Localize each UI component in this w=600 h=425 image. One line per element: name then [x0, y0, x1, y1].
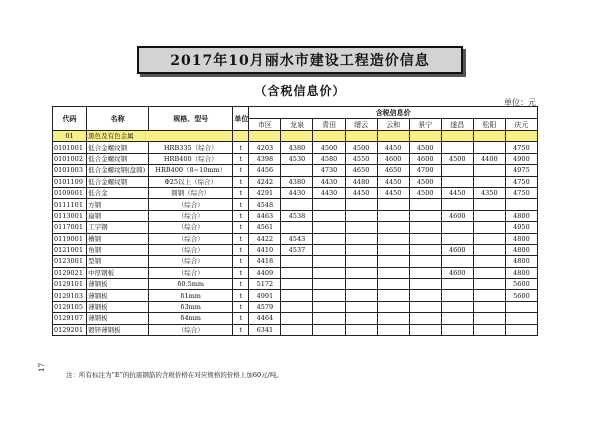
cell-price: [409, 267, 441, 278]
cell-price: [409, 279, 441, 290]
header-region: 庆元: [505, 119, 537, 131]
cell-price: [281, 301, 313, 312]
cell-price: 5600: [505, 290, 537, 301]
table-row: [53, 233, 538, 244]
header-unit: 单位: [233, 107, 249, 131]
cell-price: [473, 324, 505, 335]
cell-price: [313, 222, 345, 233]
cell-price: [473, 256, 505, 267]
cell-spec: （综合）: [149, 199, 233, 210]
subtitle: （含税信息价）: [254, 84, 346, 98]
cell-spec: （综合）: [149, 324, 233, 335]
header-region: 缙云: [345, 119, 377, 131]
cell-code: 0111101: [53, 199, 87, 210]
cell-price: [505, 301, 537, 312]
cell-name: 型钢: [87, 256, 149, 267]
cell-price: 4750: [505, 176, 537, 187]
cell-price: 4398: [249, 153, 281, 164]
cell-price: [345, 324, 377, 335]
cell-name: 低合金螺纹钢: [87, 153, 149, 164]
table-row: [53, 244, 538, 255]
page-title: 2017年10月丽水市建设工程造价信息: [170, 53, 430, 69]
cell-price: 4650: [345, 165, 377, 176]
cell-price: [313, 199, 345, 210]
cell-code: 0113001: [53, 210, 87, 221]
cell-price: [377, 290, 409, 301]
cell-price: [441, 301, 473, 312]
cell-name: 薄钢板: [87, 313, 149, 324]
cell-price: 4800: [505, 210, 537, 221]
cell-price: 4430: [313, 176, 345, 187]
cell-price: [441, 176, 473, 187]
cell-price: [281, 279, 313, 290]
cell-price: [313, 290, 345, 301]
cell-price: [377, 210, 409, 221]
cell-price: [345, 210, 377, 221]
cell-unit: t: [233, 142, 249, 153]
cell-price: 4650: [377, 165, 409, 176]
cell-unit: t: [233, 176, 249, 187]
cell-price: 4600: [441, 267, 473, 278]
header-region: 松阳: [473, 119, 505, 131]
cell-price: [281, 324, 313, 335]
cell-price: [345, 301, 377, 312]
cell-price: 4538: [281, 210, 313, 221]
cell-price: 6341: [249, 324, 281, 335]
cell-price: 4430: [281, 187, 313, 198]
cell-unit: t: [233, 165, 249, 176]
table-row: [53, 313, 538, 324]
cell-price: [473, 279, 505, 290]
cell-price: 4500: [441, 153, 473, 164]
cell-price: [377, 324, 409, 335]
cell-name: 角钢: [87, 244, 149, 255]
cell-price: [409, 256, 441, 267]
cell-spec: δ1mm: [149, 290, 233, 301]
cell-price: [345, 222, 377, 233]
cell-price: [409, 324, 441, 335]
cell-price: 4409: [249, 267, 281, 278]
cell-spec: HRB335（综合）: [149, 142, 233, 153]
cell-price: [377, 313, 409, 324]
cell-price: 4400: [473, 153, 505, 164]
cell-code: 0101003: [53, 165, 87, 176]
cell-unit: t: [233, 199, 249, 210]
cell-price: 4450: [377, 176, 409, 187]
cell-price: [281, 256, 313, 267]
table-row: [53, 153, 538, 164]
cell-spec: δ3mm: [149, 301, 233, 312]
cell-price: 4537: [281, 244, 313, 255]
table-row: [53, 279, 538, 290]
cell-price: [441, 233, 473, 244]
cell-price: 4500: [409, 187, 441, 198]
cell-price: [409, 210, 441, 221]
cell-spec: （综合）: [149, 210, 233, 221]
cell-name: 薄钢板: [87, 301, 149, 312]
cell-price: [377, 256, 409, 267]
cell-price: [281, 267, 313, 278]
cell-price: 4730: [313, 165, 345, 176]
category-code: 01: [53, 131, 87, 142]
cell-price: 4600: [377, 153, 409, 164]
cell-price: 4750: [505, 142, 537, 153]
cell-price: [281, 222, 313, 233]
cell-price: [377, 233, 409, 244]
cell-price: [441, 324, 473, 335]
cell-price: [409, 290, 441, 301]
cell-price: 4900: [505, 153, 537, 164]
header-region: 遂昌: [441, 119, 473, 131]
cell-price: [473, 222, 505, 233]
cell-unit: t: [233, 267, 249, 278]
cell-price: 4203: [249, 142, 281, 153]
cell-price: 4543: [281, 233, 313, 244]
cell-price: 4464: [249, 313, 281, 324]
table-row: [53, 222, 538, 233]
cell-code: 0119001: [53, 233, 87, 244]
cell-price: 4700: [409, 165, 441, 176]
cell-unit: t: [233, 301, 249, 312]
cell-price: 4600: [441, 210, 473, 221]
cell-price: [281, 199, 313, 210]
cell-price: [345, 244, 377, 255]
cell-unit: t: [233, 290, 249, 301]
cell-name: 低合金: [87, 187, 149, 198]
cell-price: [441, 165, 473, 176]
cell-price: [313, 267, 345, 278]
cell-price: [313, 210, 345, 221]
cell-price: [313, 313, 345, 324]
cell-price: [505, 324, 537, 335]
table-row: [53, 210, 538, 221]
header-region: 龙泉: [281, 119, 313, 131]
cell-price: [441, 256, 473, 267]
cell-price: [409, 313, 441, 324]
cell-spec: HRB400（综合）: [149, 153, 233, 164]
header-region: 景宁: [409, 119, 441, 131]
cell-price: [505, 199, 537, 210]
header-code: 代码: [53, 107, 87, 131]
cell-price: [377, 222, 409, 233]
cell-price: 4291: [249, 187, 281, 198]
cell-price: 4430: [313, 187, 345, 198]
cell-price: [441, 142, 473, 153]
cell-price: 4561: [249, 222, 281, 233]
cell-price: 4580: [313, 153, 345, 164]
cell-price: 4450: [441, 187, 473, 198]
cell-name: 槽钢: [87, 233, 149, 244]
cell-price: [473, 210, 505, 221]
cell-name: 扁钢: [87, 210, 149, 221]
cell-price: 4600: [441, 244, 473, 255]
category-name: 黑色及有色金属: [87, 131, 233, 142]
cell-price: 4422: [249, 233, 281, 244]
cell-unit: t: [233, 256, 249, 267]
cell-price: [281, 313, 313, 324]
cell-price: 4380: [281, 176, 313, 187]
header-region: 云和: [377, 119, 409, 131]
cell-price: [409, 199, 441, 210]
cell-code: 0109001: [53, 187, 87, 198]
cell-price: 4991: [249, 290, 281, 301]
cell-code: 0129201: [53, 324, 87, 335]
cell-code: 0129105: [53, 301, 87, 312]
cell-code: 0129103: [53, 290, 87, 301]
cell-spec: （综合）: [149, 267, 233, 278]
cell-price: [473, 176, 505, 187]
cell-price: 4480: [345, 176, 377, 187]
cell-spec: Φ25以上（综合）: [149, 176, 233, 187]
cell-price: 5172: [249, 279, 281, 290]
header-spec: 规格、型号: [149, 107, 233, 131]
cell-price: 4500: [409, 142, 441, 153]
cell-price: [473, 142, 505, 153]
cell-unit: t: [233, 324, 249, 335]
cell-price: [409, 233, 441, 244]
cell-name: 镀锌薄钢板: [87, 324, 149, 335]
header-region: 市区: [249, 119, 281, 131]
cell-price: [345, 233, 377, 244]
table-row: [53, 199, 538, 210]
cell-code: 0117001: [53, 222, 87, 233]
cell-price: [505, 313, 537, 324]
cell-price: [441, 222, 473, 233]
cell-code: 0101002: [53, 153, 87, 164]
cell-price: 4500: [409, 176, 441, 187]
cell-spec: δ4mm: [149, 313, 233, 324]
cell-price: 4550: [345, 153, 377, 164]
cell-spec: （综合）: [149, 222, 233, 233]
cell-price: 4350: [473, 187, 505, 198]
table-row: [53, 290, 538, 301]
cell-code: 0129107: [53, 313, 87, 324]
cell-price: [473, 290, 505, 301]
cell-name: 低合金螺纹钢: [87, 176, 149, 187]
cell-price: 4800: [505, 256, 537, 267]
cell-spec: HRB400（8~10mm）: [149, 165, 233, 176]
cell-price: [345, 313, 377, 324]
cell-price: [441, 199, 473, 210]
cell-price: [441, 290, 473, 301]
cell-price: 4456: [249, 165, 281, 176]
cell-price: 4548: [249, 199, 281, 210]
category-row: [53, 131, 538, 142]
table-body: [53, 131, 538, 336]
cell-price: 4410: [249, 244, 281, 255]
cell-name: 中厚钢板: [87, 267, 149, 278]
header-name: 名称: [87, 107, 149, 131]
cell-price: [313, 256, 345, 267]
cell-name: 薄钢板: [87, 290, 149, 301]
cell-spec: 圆钢（综合）: [149, 187, 233, 198]
cell-price: [345, 199, 377, 210]
cell-price: 4450: [345, 187, 377, 198]
cell-spec: （综合）: [149, 244, 233, 255]
cell-price: [313, 279, 345, 290]
table-header: [53, 107, 538, 131]
cell-price: 4450: [377, 187, 409, 198]
cell-price: [473, 165, 505, 176]
cell-price: [313, 244, 345, 255]
title-banner: [137, 46, 463, 74]
cell-price: [441, 313, 473, 324]
cell-spec: （综合）: [149, 256, 233, 267]
cell-price: [377, 244, 409, 255]
cell-price: [473, 199, 505, 210]
cell-code: 0129021: [53, 267, 87, 278]
cell-price: 4418: [249, 256, 281, 267]
cell-price: 4800: [505, 267, 537, 278]
cell-name: 方钢: [87, 199, 149, 210]
cell-price: 4750: [505, 187, 537, 198]
cell-price: [409, 244, 441, 255]
cell-price: [281, 290, 313, 301]
cell-price: 4463: [249, 210, 281, 221]
table-row: [53, 301, 538, 312]
cell-price: [345, 290, 377, 301]
table-row: [53, 176, 538, 187]
cell-price: [313, 324, 345, 335]
cell-price: [473, 313, 505, 324]
cell-unit: t: [233, 210, 249, 221]
cell-name: 薄钢板: [87, 279, 149, 290]
cell-unit: t: [233, 279, 249, 290]
header-price-group: 含税信息价: [249, 107, 538, 119]
cell-price: 4600: [409, 153, 441, 164]
cell-price: [473, 301, 505, 312]
cell-price: [281, 165, 313, 176]
cell-code: 0101001: [53, 142, 87, 153]
cell-price: [377, 301, 409, 312]
cell-name: 工字钢: [87, 222, 149, 233]
header-region: 青田: [313, 119, 345, 131]
cell-price: 4800: [505, 233, 537, 244]
cell-price: 4579: [249, 301, 281, 312]
cell-spec: δ0.5mm: [149, 279, 233, 290]
cell-unit: t: [233, 233, 249, 244]
cell-price: [345, 267, 377, 278]
cell-price: [441, 279, 473, 290]
cell-price: [473, 233, 505, 244]
cell-price: [409, 301, 441, 312]
cell-code: 0129101: [53, 279, 87, 290]
cell-code: 0121001: [53, 244, 87, 255]
cell-price: [313, 233, 345, 244]
cell-price: 4242: [249, 176, 281, 187]
table-row: [53, 187, 538, 198]
cell-spec: （综合）: [149, 233, 233, 244]
table-row: [53, 256, 538, 267]
cell-price: [377, 267, 409, 278]
cell-price: 5600: [505, 279, 537, 290]
cell-price: 4500: [313, 142, 345, 153]
table-row: [53, 165, 538, 176]
cell-price: 4530: [281, 153, 313, 164]
table-row: [53, 142, 538, 153]
table-row: [53, 267, 538, 278]
cell-name: 低合金螺纹钢: [87, 142, 149, 153]
cell-code: 0101109: [53, 176, 87, 187]
price-table: [52, 106, 538, 336]
cell-price: [377, 279, 409, 290]
cell-price: [313, 301, 345, 312]
cell-price: [345, 256, 377, 267]
cell-price: 4500: [345, 142, 377, 153]
cell-price: [473, 267, 505, 278]
cell-price: 4800: [505, 244, 537, 255]
cell-price: 4380: [281, 142, 313, 153]
cell-unit: t: [233, 153, 249, 164]
cell-price: [345, 279, 377, 290]
cell-price: 4950: [505, 222, 537, 233]
cell-unit: t: [233, 187, 249, 198]
cell-price: [473, 244, 505, 255]
cell-unit: t: [233, 244, 249, 255]
unit-label: 单位：元: [504, 98, 536, 107]
page-number: 17: [38, 363, 46, 372]
cell-price: 4450: [377, 142, 409, 153]
table-row: [53, 324, 538, 335]
cell-name: 低合金螺纹钢(盘圆): [87, 165, 149, 176]
cell-price: 4975: [505, 165, 537, 176]
cell-code: 0123001: [53, 256, 87, 267]
cell-price: [377, 199, 409, 210]
cell-price: [409, 222, 441, 233]
cell-unit: t: [233, 222, 249, 233]
cell-unit: t: [233, 313, 249, 324]
footnote: 注：所有标注为“E”的抗震钢筋的含税价格在对应规格的价格上加60元/吨。: [66, 371, 283, 379]
